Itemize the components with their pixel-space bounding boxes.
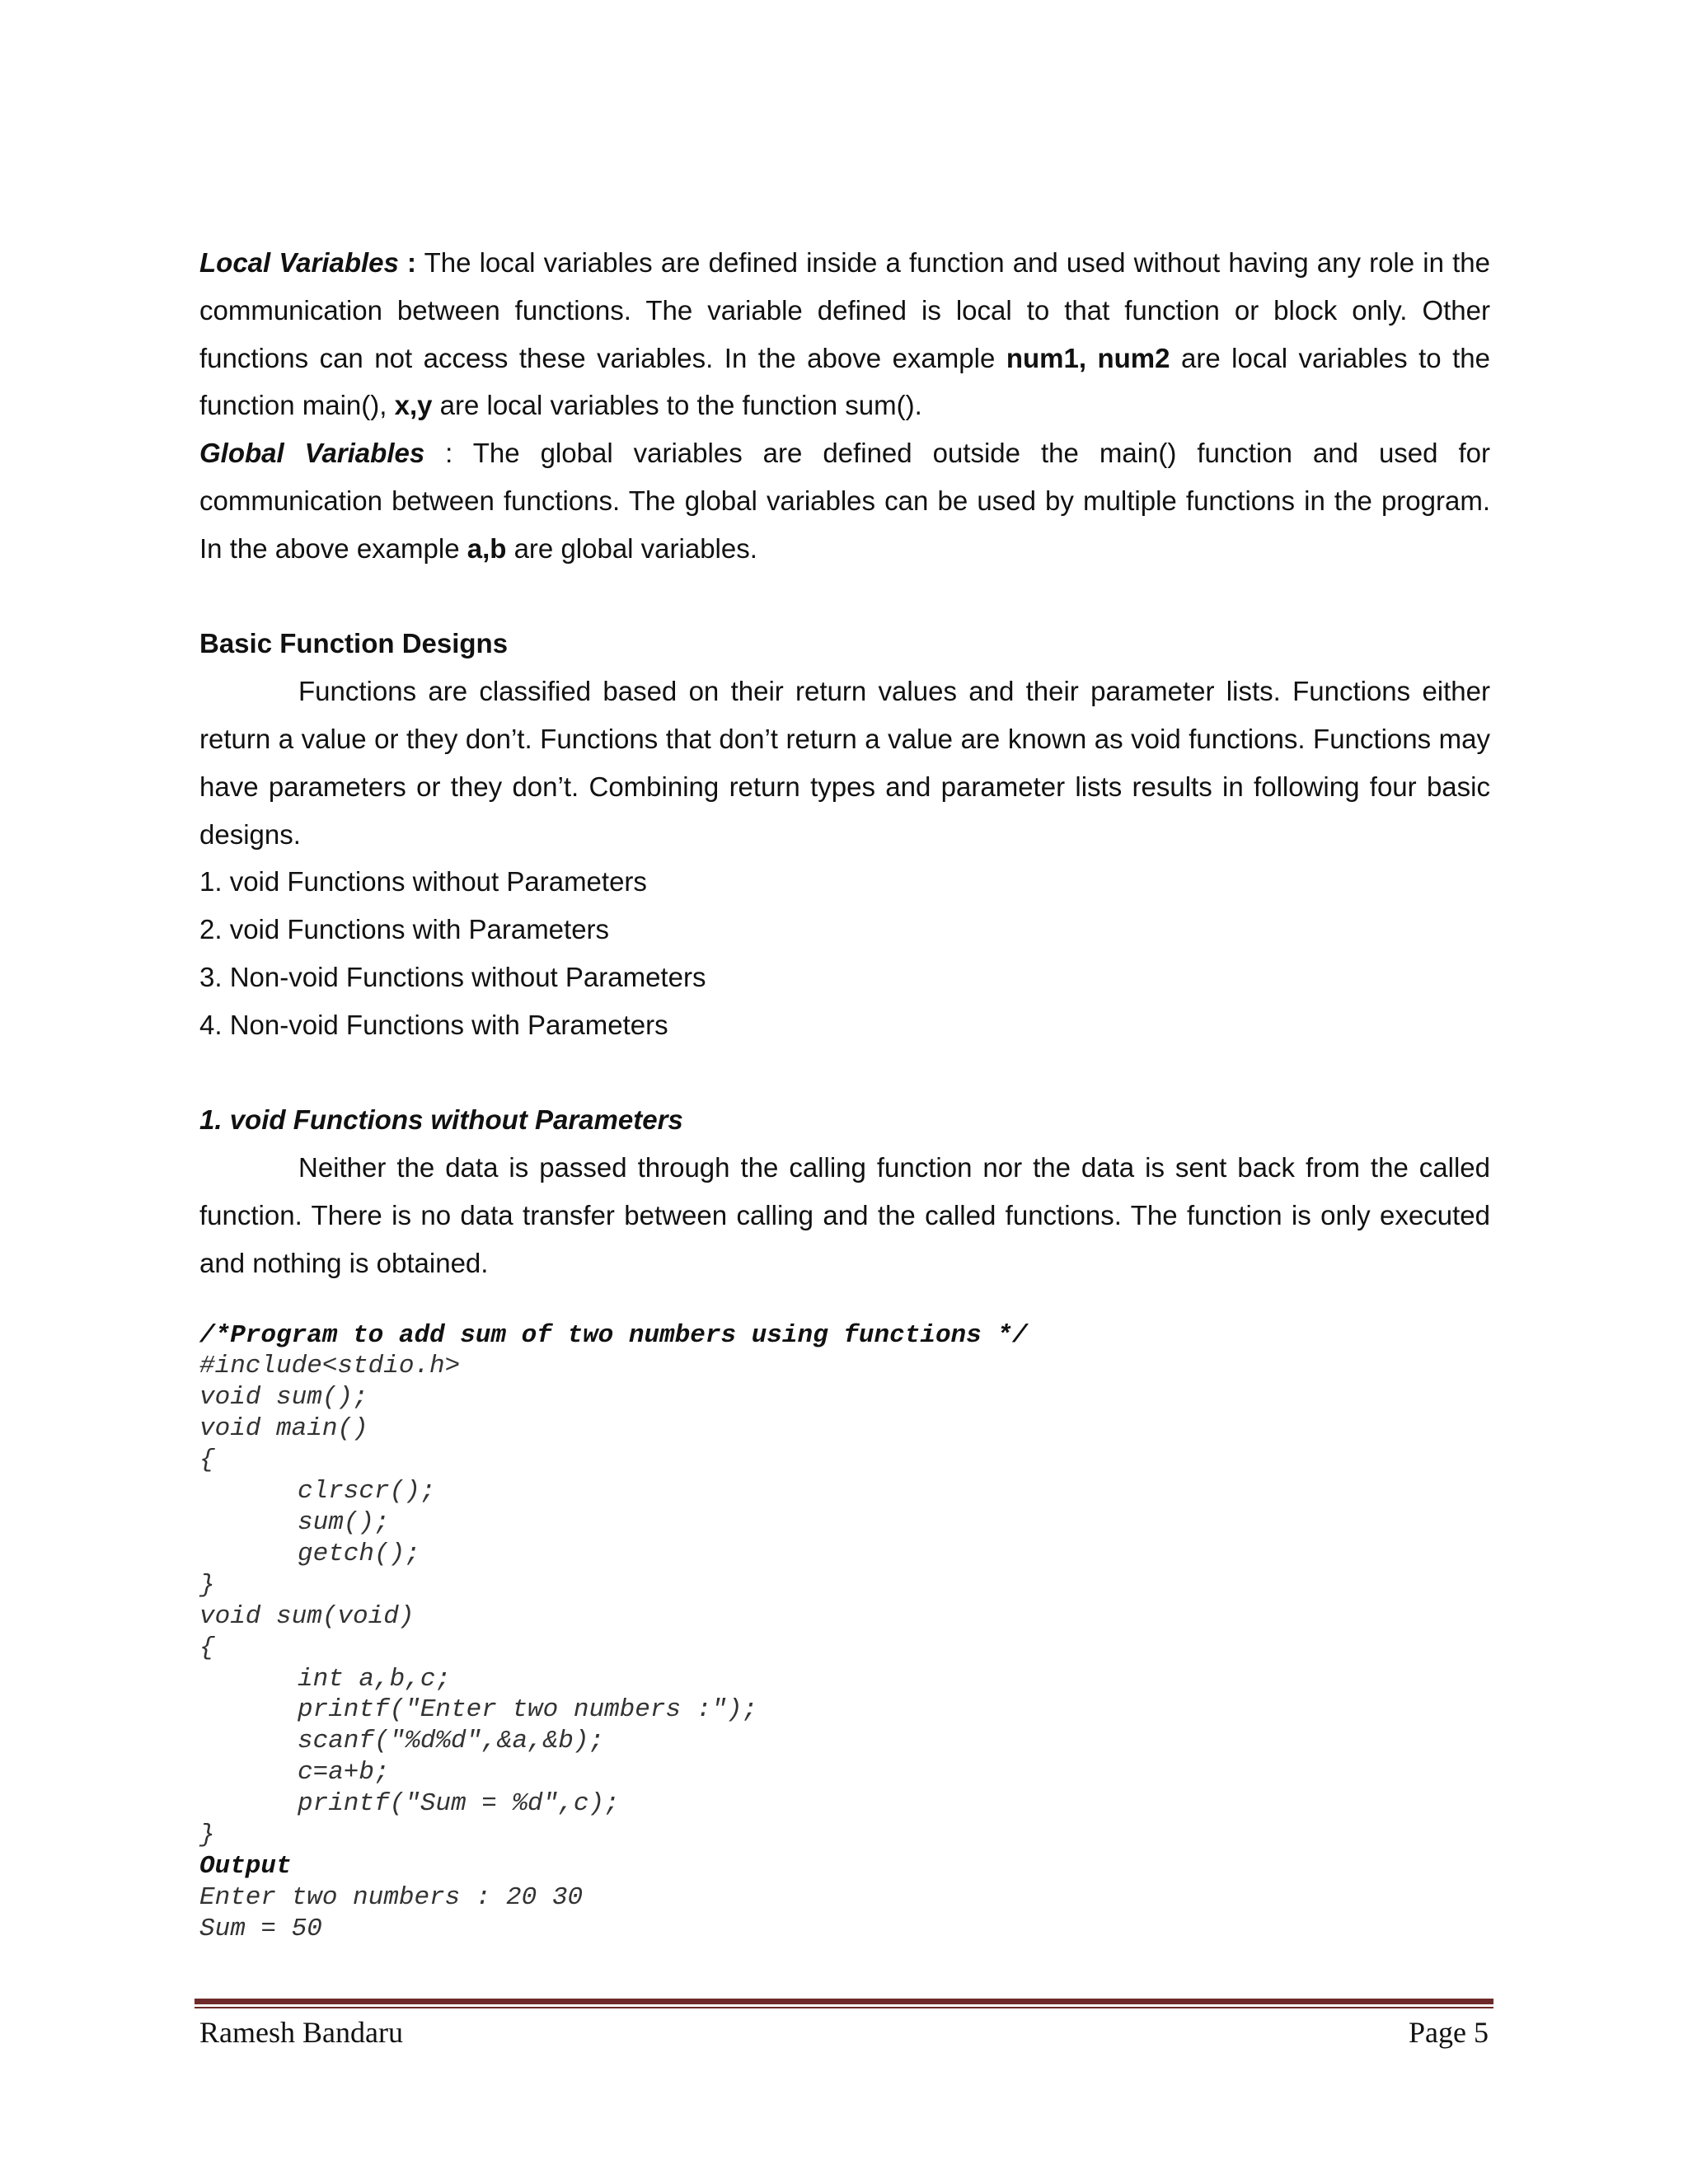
code-line: sum();	[298, 1507, 390, 1537]
code-line: #include<stdio.h>	[199, 1352, 461, 1381]
code-listing	[199, 1320, 1490, 1945]
code-line: {	[199, 1633, 215, 1662]
code-line: void main()	[199, 1414, 368, 1444]
output-label: Output	[199, 1851, 292, 1881]
section1-paragraph: Neither the data is passed through the calling function nor the data is sent back from the called function. There is no data transfer between calling and the called functions. The function is only executed and nothing is obtained.	[199, 1152, 1490, 1278]
footer-page-number: Page 5	[1409, 2016, 1489, 2049]
output-line: Enter two numbers : 20 30	[199, 1882, 584, 1912]
code-line: int a,b,c;	[298, 1664, 452, 1694]
global-variables-bold-1: a,b	[467, 532, 507, 564]
footer-rule	[195, 1999, 1493, 2004]
local-variables-text-2: are local variables to the function main(),	[199, 342, 1490, 421]
local-variables-text-3: are local variables to the function sum().	[432, 390, 922, 421]
code-line: getch();	[298, 1539, 420, 1568]
list-item: 2. void Functions with Parameters	[199, 914, 610, 945]
global-variables-term: Global Variables	[199, 438, 425, 469]
list-item: 1. void Functions without Parameters	[199, 866, 647, 898]
code-line: printf("Enter two numbers :");	[298, 1695, 758, 1725]
basic-designs-heading: Basic Function Designs	[199, 628, 509, 659]
footer-author: Ramesh Bandaru	[199, 2016, 403, 2049]
code-line: clrscr();	[298, 1477, 436, 1507]
code-line: void sum(void)	[199, 1601, 415, 1631]
code-line: c=a+b;	[298, 1758, 390, 1788]
section1-heading: 1. void Functions without Parameters	[199, 1104, 683, 1136]
code-line: }	[199, 1821, 215, 1850]
global-variables-text-2: are global variables.	[506, 532, 757, 564]
code-line: void sum();	[199, 1383, 368, 1413]
code-line: printf("Sum = %d",c);	[298, 1789, 620, 1819]
global-variables-paragraph	[199, 429, 1490, 572]
global-variables-text-1: : The global variables are defined outside the main() function and used for communication between functions. The global variables can be used by multiple functions in the program. In the above example	[199, 438, 1490, 564]
local-variables-term: Local Variables	[199, 247, 399, 278]
local-variables-bold-1: num1, num2	[1006, 342, 1170, 373]
document-body	[199, 239, 1490, 1945]
local-variables-text-1: The local variables are defined inside a function and used without having any role in the communication between functions. The variable defined is local to that function or block only. Other functions can not access these variables. In the above example	[199, 247, 1490, 373]
local-variables-bold-2: x,y	[394, 390, 433, 421]
footer-rule-thin	[195, 2007, 1493, 2008]
list-item: 4. Non-void Functions with Parameters	[199, 1009, 668, 1040]
basic-designs-paragraph: Functions are classified based on their return values and their parameter lists. Functions either return a value or they don’t. Functions that don’t return a value are known as void functions. Functions may have parameters or they don’t. Combining return types and parameter lists results in following four basic designs.	[199, 676, 1490, 850]
code-line: }	[199, 1570, 215, 1600]
code-line: {	[199, 1446, 215, 1475]
list-item: 3. Non-void Functions without Parameters	[199, 961, 706, 992]
code-line: scanf("%d%d",&a,&b);	[298, 1727, 605, 1756]
code-comment: /*Program to add sum of two numbers using functions */	[199, 1320, 1028, 1350]
output-line: Sum = 50	[199, 1914, 322, 1943]
local-variables-colon: :	[398, 247, 417, 278]
local-variables-paragraph	[199, 239, 1490, 429]
